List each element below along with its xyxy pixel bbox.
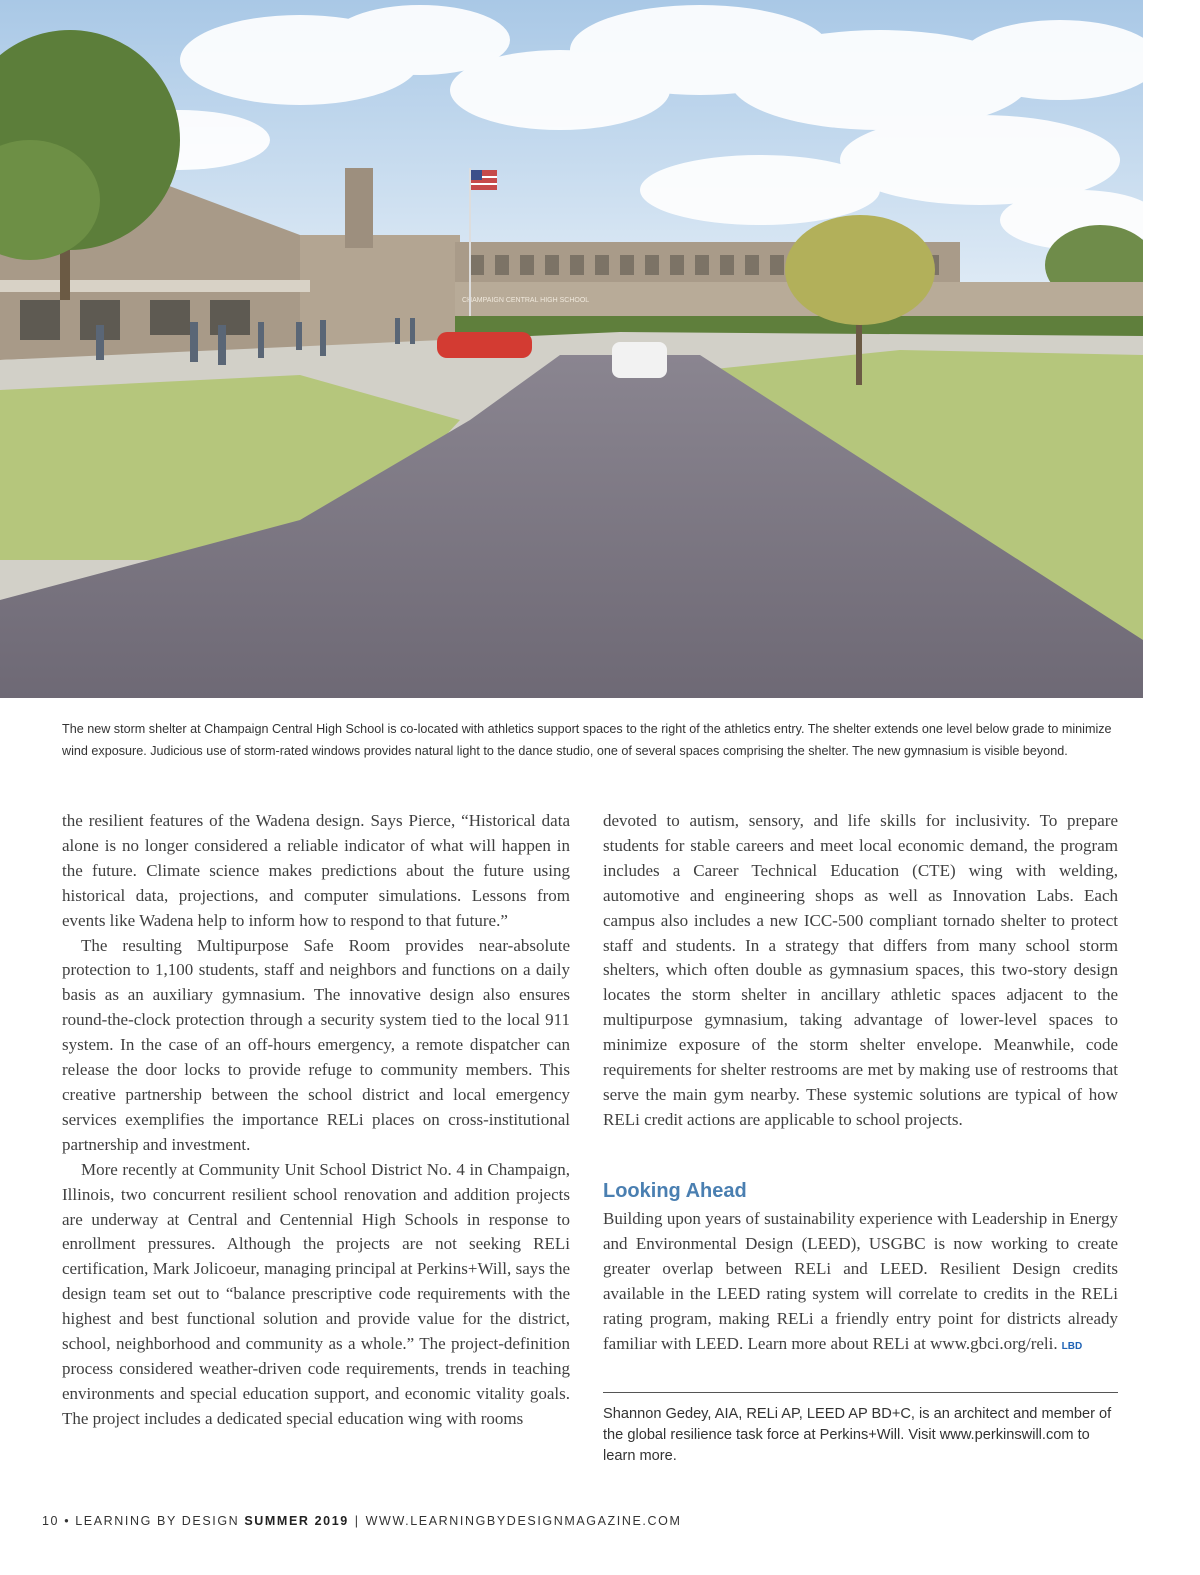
footer-separator: | <box>354 1514 360 1528</box>
issue-season: SUMMER 2019 <box>244 1514 349 1528</box>
article-paragraph: the resilient features of the Wadena design. Says Pierce, “Historical data alone is no longer considered a reliable indicator of what will happen in the future. Climate science makes predictions about the future using historical data, projections, and computer simulations. Lessons from events like Wadena help to inform how to respond to that future.” <box>62 811 570 930</box>
article-column-right-continued <box>603 1207 1118 1359</box>
footer-bullet: • <box>64 1514 71 1528</box>
page-number: 10 <box>42 1514 60 1528</box>
article-paragraph: The resulting Multipurpose Safe Room provides near-absolute protection to 1,100 students, staff and neighbors and functions on a daily basis as an auxiliary gymnasium. The innovative design also ensures round-the-clock protection through a security system tied to the local 911 system. In the case of an off-hours emergency, a remote dispatcher can release the door locks to provide refuge to community members. This creative partnership between the school district and local emergency services exemplifies the importance RELi places on cross-institutional partnership and investment. <box>62 935 570 1154</box>
page-footer <box>42 1514 681 1528</box>
website-link[interactable]: WWW.LEARNINGBYDESIGNMAGAZINE.COM <box>365 1514 682 1528</box>
hero-photo <box>0 0 1143 698</box>
white-car <box>612 342 667 378</box>
photo-caption: The new storm shelter at Champaign Central High School is co-located with athletics support spaces to the right of the athletics entry. The shelter extends one level below grade to minimize wind exposure. Judicious use of storm-rated windows provides natural light to the dance studio, one of several spaces comprising the shelter. The new gymnasium is visible beyond. <box>62 722 1112 758</box>
article-paragraph: More recently at Community Unit School District No. 4 in Champaign, Illinois, two concurrent resilient school renovation and addition projects are underway at Central and Centennial High Schools in response to enrollment pressures. Although the projects are not seeking RELi certification, Mark Jolicoeur, managing principal at Perkins+Will, says the design team set out to “balance prescriptive code requirements with the highest and best functional solution and provide value for the district, school, neighborhood and community as a whole.” The project-definition process considered weather-driven code requirements, trends in teaching environments and special education support, and economic vitality goals. The project includes a dedicated special education wing with rooms <box>62 1159 570 1428</box>
red-car <box>437 332 532 358</box>
bio-divider <box>603 1392 1118 1393</box>
article-paragraph <box>603 1207 1118 1359</box>
author-bio: Shannon Gedey, AIA, RELi AP, LEED AP BD+C, is an architect and member of the global resilience task force at Perkins+Will. Visit www.perkinswill.com to learn more. <box>603 1406 1112 1464</box>
article-column-right <box>603 809 1118 1133</box>
publication-name: LEARNING BY DESIGN <box>75 1514 240 1528</box>
school-rendering-image <box>0 0 1143 698</box>
end-mark: LBD <box>1061 1340 1083 1352</box>
article-column-left <box>62 809 570 1432</box>
article-paragraph: devoted to autism, sensory, and life skills for inclusivity. To prepare students for stable careers and meet local economic demand, the program includes a Career Technical Education (CTE) wing with welding, automotive and engineering shops as well as Innovation Labs. Each campus also includes a new ICC-500 compliant tornado shelter to protect staff and students. In a strategy that differs from many school storm shelters, which often double as gymnasium spaces, this two-story design locates the storm shelter in ancillary athletic spaces adjacent to the multipurpose gymnasium, taking advantage of lower-level spaces to minimize exposure of the storm shelter envelope. Meanwhile, code requirements for shelter restrooms are met by making use of restrooms that serve the main gym nearby. These systemic solutions are typical of how RELi credit actions are applicable to school projects. <box>603 811 1118 1129</box>
section-heading: Looking Ahead <box>603 1180 747 1202</box>
building-sign: CHAMPAIGN CENTRAL HIGH SCHOOL <box>462 297 590 304</box>
article-paragraph-text: Building upon years of sustainability experience with Leadership in Energy and Environmental Design (LEED), USGBC is now working to create greater overlap between RELi and LEED. Resilient Design credits available in the LEED rating system will correlate to credits in the RELi rating program, making RELi a friendly entry point for districts already familiar with LEED. Learn more about RELi at www.gbci.org/reli. <box>603 1209 1118 1353</box>
